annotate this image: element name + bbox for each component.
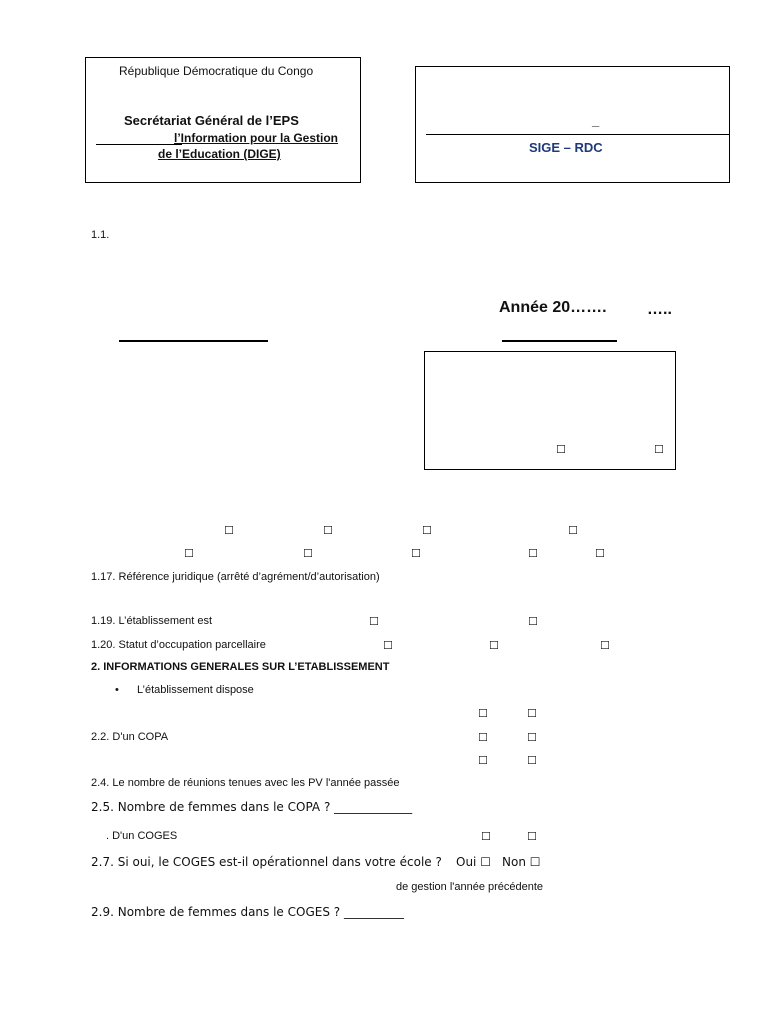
checkbox-coges-a[interactable]: ☐: [481, 830, 491, 843]
checkbox-r1-3[interactable]: ☐: [422, 524, 432, 537]
checkbox-r2-1[interactable]: ☐: [184, 547, 194, 560]
secretariat-title: Secrétariat Général de l’EPS: [124, 113, 299, 128]
section-1-1: 1.1.: [91, 229, 110, 241]
header-right-divider: [426, 134, 729, 135]
item-1-19: 1.19. L’établissement est: [91, 615, 213, 627]
checkbox-pair1-b[interactable]: ☐: [527, 707, 537, 720]
box-checkbox-2[interactable]: ☐: [654, 443, 664, 456]
item-gestion: de gestion l'année précédente: [396, 881, 544, 893]
checkbox-r2-4[interactable]: ☐: [528, 547, 538, 560]
year-label: Année 20…….: [499, 299, 607, 316]
checkbox-pair3-b[interactable]: ☐: [527, 754, 537, 767]
checkbox-r2-2[interactable]: ☐: [303, 547, 313, 560]
bullet: •: [115, 684, 119, 696]
header-dash: _: [592, 113, 600, 128]
checkbox-pair3-a[interactable]: ☐: [478, 754, 488, 767]
box-checkbox-1[interactable]: ☐: [556, 443, 566, 456]
underline-left: [119, 340, 268, 342]
item-2-9: 2.9. Nombre de femmes dans le COGES ? __________: [91, 905, 404, 919]
checkbox-1-19-a[interactable]: ☐: [369, 615, 379, 628]
checkbox-1-20-a[interactable]: ☐: [383, 639, 393, 652]
checkbox-1-20-c[interactable]: ☐: [600, 639, 610, 652]
middle-right-box: [424, 351, 676, 470]
dige-line-1: l’Information pour la Gestion: [174, 131, 339, 145]
checkbox-2-2-b[interactable]: ☐: [527, 731, 537, 744]
checkbox-1-19-b[interactable]: ☐: [528, 615, 538, 628]
item-2-5: 2.5. Nombre de femmes dans le COPA ? _____________: [91, 800, 413, 814]
checkbox-r2-3[interactable]: ☐: [411, 547, 421, 560]
checkbox-r2-5[interactable]: ☐: [595, 547, 605, 560]
checkbox-r1-4[interactable]: ☐: [568, 524, 578, 537]
item-2-7: 2.7. Si oui, le COGES est-il opérationnel dans votre école ?: [91, 855, 442, 869]
header-left-box: [85, 57, 361, 183]
sige-rdc-label: SIGE – RDC: [529, 140, 603, 155]
checkbox-coges-b[interactable]: ☐: [527, 830, 537, 843]
secretariat-underline: [96, 144, 182, 145]
country-name: République Démocratique du Congo: [119, 64, 314, 78]
year-suffix: …..: [647, 301, 672, 318]
item-1-20: 1.20. Statut d’occupation parcellaire: [91, 639, 266, 651]
dige-line-2: de l’Education (DIGE): [158, 147, 281, 161]
checkbox-2-2-a[interactable]: ☐: [478, 731, 488, 744]
item-dispose: L’établissement dispose: [137, 684, 254, 696]
item-1-17: 1.17. Référence juridique (arrêté d’agrément/d’autorisation): [91, 571, 380, 583]
header-right-box: [415, 66, 730, 183]
item-2-2: 2.2. D'un COPA: [91, 731, 169, 743]
section-2-heading: 2. INFORMATIONS GENERALES SUR L’ETABLISSEMENT: [91, 661, 390, 673]
underline-right: [502, 340, 617, 342]
item-2-4: 2.4. Le nombre de réunions tenues avec les PV l'année passée: [91, 777, 400, 789]
checkbox-r1-2[interactable]: ☐: [323, 524, 333, 537]
non-option[interactable]: Non ☐: [502, 855, 541, 869]
checkbox-1-20-b[interactable]: ☐: [489, 639, 499, 652]
item-coges: . D'un COGES: [106, 830, 178, 842]
checkbox-pair1-a[interactable]: ☐: [478, 707, 488, 720]
oui-option[interactable]: Oui ☐: [456, 855, 491, 869]
checkbox-r1-1[interactable]: ☐: [224, 524, 234, 537]
